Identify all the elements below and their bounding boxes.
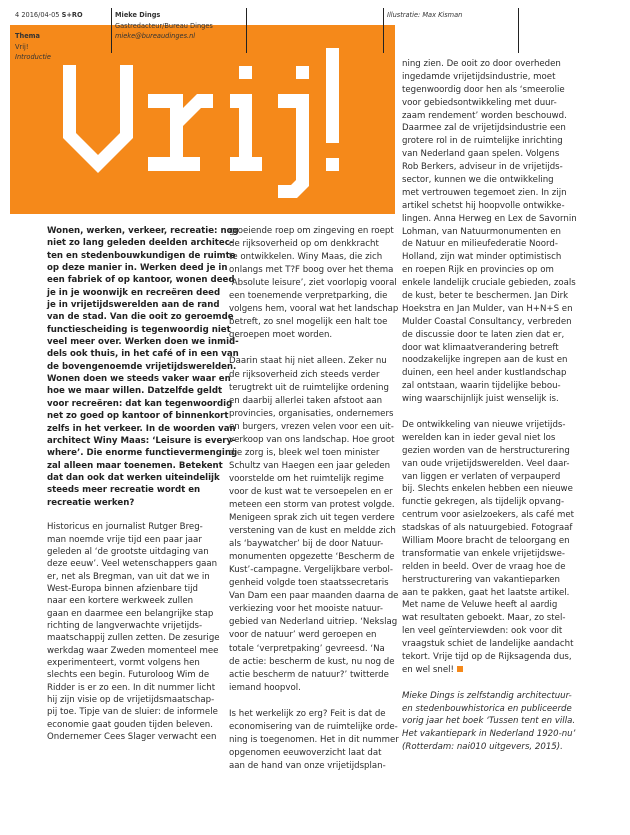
text-line — [402, 110, 577, 123]
text-line-content: Ridder is er zo een. In dit nummer licht — [47, 682, 216, 693]
text-line-content: steeds meer recreatie wordt en — [47, 485, 201, 496]
text-line — [47, 608, 239, 620]
text-line — [402, 316, 577, 329]
text-line-content: voor de natuur’ werd geroepen en — [229, 630, 377, 641]
text-line-content: dels ook thuis, in het café of in een van — [47, 349, 239, 360]
text-line — [402, 574, 577, 587]
text-line-content: een toenemende verpretparking, die — [229, 291, 388, 302]
text-line — [47, 645, 239, 657]
text-line — [47, 571, 239, 583]
text-line-content: net zo goed op kantoor of binnenkort — [47, 411, 229, 422]
text-line — [402, 71, 577, 84]
text-line — [402, 84, 577, 97]
text-line-content: van oude vrijetijdswerelden. Veel daar- — [402, 458, 570, 469]
text-line-content: De ontwikkeling van nieuwe vrijetijds- — [402, 419, 566, 430]
text-line-content: recreatie werken? — [47, 497, 135, 508]
text-line — [402, 303, 577, 316]
text-line-content: totale ‘verpretpaking’ gevreesd. ‘Na — [229, 643, 385, 654]
text-line — [47, 324, 239, 336]
text-line — [229, 682, 399, 695]
text-line-content: Kust’-campagne. Vergelijkbare verbol- — [229, 565, 394, 576]
text-line — [402, 432, 577, 445]
text-line-content: als ‘baywatcher’ bij de door Natuur- — [229, 539, 384, 550]
text-line — [229, 499, 399, 512]
text-line — [47, 583, 239, 595]
text-line-content: van de stad. Van die ooit zo geroemde — [47, 312, 234, 323]
text-line-content: en daarbij allerlei taken afstoot aan — [229, 395, 383, 406]
author-info — [115, 10, 213, 42]
text-line — [229, 447, 399, 460]
text-line — [402, 380, 577, 393]
text-line-content: ning is toegenomen. Het in dit nummer — [229, 734, 399, 745]
issue-number: 2016/04-05 — [21, 11, 60, 19]
author-bio — [402, 690, 577, 754]
text-column-2 — [229, 225, 399, 773]
text-line-content: dat dan ook dat werken uiteindelijk — [47, 472, 220, 483]
text-line-content: pij toe. Tipje van de sluier: de informele — [47, 707, 218, 718]
text-line-content: aan de hand van onze vrijetijdsplan- — [229, 760, 386, 771]
text-line-content: door wat klimaatverandering betreft — [402, 342, 559, 353]
text-line-content: en burgers, vrezen velen voor een uit- — [229, 421, 394, 432]
text-line — [229, 525, 399, 538]
text-line — [402, 458, 577, 471]
text-line — [402, 612, 577, 625]
text-line — [229, 329, 399, 342]
text-line-content: relden in beeld. Over de vraag hoe de — [402, 561, 566, 572]
text-line — [402, 122, 577, 135]
text-line — [47, 447, 239, 459]
text-line — [47, 311, 239, 323]
text-line-content: je in vrijetijdswerelden aan de rand — [47, 300, 220, 311]
text-line-content: verkiezing voor het mooiste natuur- — [229, 604, 383, 615]
text-line — [229, 460, 399, 473]
author-email[interactable]: mieke@bureaudinges.nl — [115, 32, 196, 40]
text-line-content: wing waarschijnlijk juist wenselijk is. — [402, 394, 559, 405]
body-paragraph — [229, 355, 399, 694]
text-line-content: where’. Die enorme functievermenging — [47, 448, 238, 459]
text-line-content: opgenomen eeuwoverzicht laat dat — [229, 747, 382, 758]
text-line — [402, 97, 577, 110]
text-line-content: Lohman, van Natuurmonumenten en — [402, 226, 561, 237]
text-line — [47, 706, 239, 718]
text-line — [47, 336, 239, 348]
text-line — [402, 664, 577, 677]
text-line — [402, 522, 577, 535]
text-line-content: met vertrouwen tegemoet zien. In zijn — [402, 187, 567, 198]
text-line — [229, 512, 399, 525]
text-line — [229, 355, 399, 368]
text-line-content: hij zijn visie op de vrijetijdsmaatschap- — [47, 695, 215, 706]
text-line-content: economie gaat gouden tijden beleven. — [47, 719, 213, 730]
text-line — [47, 484, 239, 496]
author-role: Gastredacteur/Bureau Dinges — [115, 21, 213, 30]
text-line-content: Het vakantiepark in Nederland 1920-nu’ — [402, 729, 576, 740]
text-line — [402, 419, 577, 432]
text-line-content: op deze manier in. Werken deed je in — [47, 263, 228, 274]
header-divider — [246, 8, 247, 53]
text-line — [47, 373, 239, 385]
text-line-content: er, net als Bregman, van uit dat we in — [47, 571, 210, 582]
text-line-content: verstening van de kust en meldde zich — [229, 526, 396, 537]
text-line — [402, 471, 577, 484]
text-line-content: ingedamde vrijetijdsindustrie, moet — [402, 71, 556, 82]
text-line — [402, 690, 577, 703]
text-line — [402, 715, 577, 728]
text-line-content: William Moore bracht de teloorgang en — [402, 535, 570, 546]
text-line-content: verkoop van ons landschap. Hoe groot — [229, 434, 395, 445]
text-line-content: tegenwoordig door hen als ‘smeerolie — [402, 84, 565, 95]
text-line-content: groeiende roep om zingeving en roept — [229, 226, 394, 236]
text-line-content: de actie: bescherm de kust, nu nog de — [229, 656, 395, 667]
text-line — [402, 148, 577, 161]
text-line-content: West-Europa binnen afzienbare tijd — [47, 583, 198, 594]
text-line-content: zal ontstaan, waarin tijdelijke bebou- — [402, 381, 561, 392]
text-line — [229, 408, 399, 421]
text-line-content: (Rotterdam: nai010 uitgevers, 2015). — [402, 742, 563, 753]
text-line-content: functie gekregen, als tijdelijk opvang- — [402, 497, 565, 508]
text-line-content: noodzakelijke ingrepen aan de kust en — [402, 355, 568, 366]
text-line — [402, 741, 577, 754]
text-line — [402, 728, 577, 741]
text-line-content: voorstelde om het ruimtelijk regime — [229, 473, 384, 484]
text-line — [402, 277, 577, 290]
text-line — [402, 238, 577, 251]
text-line-content: zaam rendement’ worden beschouwd. — [402, 110, 567, 121]
body-paragraph — [47, 521, 239, 743]
text-line-content: en roepen Rijk en provincies op om — [402, 265, 554, 276]
text-line-content: die zorg is, bleek wel toen minister — [229, 447, 380, 458]
text-line-content: gezien worden van de herstructurering — [402, 445, 570, 456]
text-line-content: Wonen, werken, verkeer, recreatie: nog — [47, 226, 239, 236]
text-line — [229, 395, 399, 408]
header-divider — [383, 8, 384, 53]
text-line — [402, 174, 577, 187]
text-line — [47, 385, 239, 397]
text-line — [402, 251, 577, 264]
text-line — [229, 486, 399, 499]
text-line — [229, 421, 399, 434]
text-line — [402, 58, 577, 71]
text-line-content: en wel snel! — [402, 664, 454, 675]
text-line — [47, 620, 239, 632]
text-line — [47, 361, 239, 373]
text-line — [47, 460, 239, 472]
text-line-content: volgens hem, vooral wat het landschap — [229, 304, 399, 315]
text-line — [402, 548, 577, 561]
text-line — [402, 483, 577, 496]
text-line — [47, 287, 239, 299]
text-line — [402, 638, 577, 651]
body-paragraph — [229, 708, 399, 773]
text-line — [229, 473, 399, 486]
text-line — [229, 577, 399, 590]
text-line-content: de rijksoverheid op om denkkracht — [229, 239, 379, 250]
text-line — [47, 534, 239, 546]
text-line-content: vraagstuk schiet de landelijke aandacht — [402, 639, 574, 650]
text-line-content: de discussie door te laten zien dat er, — [402, 329, 565, 340]
lead-paragraph — [47, 225, 239, 509]
header-divider — [111, 8, 112, 53]
text-line-content: lingen. Anna Herweg en Lex de Savornin — [402, 213, 577, 224]
text-line — [47, 669, 239, 681]
text-line-content: artikel schetst hij hoopvolle ontwikke- — [402, 200, 565, 211]
text-line-content: functiescheiding is tegenwoordig niet — [47, 324, 231, 335]
text-line — [229, 303, 399, 316]
text-line-content: te ontwikkelen. Winy Maas, die zich — [229, 252, 383, 263]
section-sub: Introductie — [15, 53, 51, 61]
text-line-content: voor de kust wat te versoepelen en er — [229, 486, 393, 497]
text-line-content: werkdag waar Zweden momenteel mee — [47, 645, 219, 656]
text-line — [402, 354, 577, 367]
text-line-content: je in je woonwijk en recreëren deed — [47, 287, 221, 298]
text-line — [402, 213, 577, 226]
text-line — [229, 434, 399, 447]
text-line-content: de rijksoverheid zich steeds verder — [229, 369, 380, 380]
text-line-content: Ondernemer Cees Slager verwacht een — [47, 732, 217, 743]
text-line — [47, 262, 239, 274]
text-line-content: terugtrekt uit de ruimtelijke ordening — [229, 382, 389, 393]
text-line — [402, 703, 577, 716]
text-line-content: ‘Absolute leisure’, ziet voorlopig vooral — [229, 278, 397, 289]
section-info — [15, 31, 51, 63]
text-line — [402, 161, 577, 174]
text-line-content: en stedenbouwhistorica en publiceerde — [402, 703, 572, 714]
text-line-content: Wonen doen we steeds vaker waar en — [47, 374, 231, 385]
text-line-content: de kust, beter te beschermen. Jan Dirk — [402, 291, 569, 302]
text-line — [402, 200, 577, 213]
text-line — [229, 382, 399, 395]
text-column-3 — [402, 58, 577, 754]
text-line-content: Historicus en journalist Rutger Breg- — [47, 522, 203, 533]
text-line-content: Mieke Dings is zelfstandig architectuur- — [402, 690, 572, 701]
text-line — [402, 599, 577, 612]
text-line-content: voor gebiedsontwikkeling met duur- — [402, 97, 557, 108]
text-line-content: betreft, zo snel mogelijk een halt toe — [229, 317, 388, 328]
text-line-content: Hoekstra en Jan Mulder, van H+N+S en — [402, 303, 573, 314]
text-line-content: duinen, een heel ander kustlandschap — [402, 368, 567, 379]
text-line — [229, 277, 399, 290]
text-line — [229, 590, 399, 603]
text-line-content: economisering van de ruimtelijke orde- — [229, 721, 398, 732]
text-line-content: aan te pakken, gaat het laatste artikel. — [402, 587, 570, 598]
text-line — [402, 651, 577, 664]
text-line — [229, 369, 399, 382]
text-line-content: monumenten opgezette ‘Bescherm de — [229, 552, 395, 563]
text-line — [229, 564, 399, 577]
text-line-content: Schultz van Haegen een jaar geleden — [229, 460, 391, 471]
text-line-content: genheid volgde toen staatssecretaris — [229, 578, 389, 589]
text-line-content: een fabriek of op kantoor, wonen deed — [47, 275, 235, 286]
header-divider — [518, 8, 519, 53]
text-line — [47, 657, 239, 669]
text-line-content: veel meer over. Werken doen we inmid- — [47, 337, 239, 348]
text-line-content: richting de langverwachte vrijetijds- — [47, 621, 203, 631]
text-line-content: grotere rol in de ruimtelijke inrichting — [402, 136, 563, 147]
text-line-content: maatschappij zullen zetten. De zesurige — [47, 633, 220, 644]
text-line — [229, 603, 399, 616]
text-line-content: Daarmee zal de vrijetijdsindustrie een — [402, 123, 566, 134]
text-line — [229, 238, 399, 251]
text-line — [47, 694, 239, 706]
text-line — [229, 708, 399, 721]
text-line — [402, 445, 577, 458]
text-line — [47, 719, 239, 731]
text-line — [402, 264, 577, 277]
text-line — [47, 546, 239, 558]
section-theme: Vrij! — [15, 42, 29, 51]
text-line — [402, 290, 577, 303]
text-line-content: ning zien. De ooit zo door overheden — [402, 59, 561, 69]
body-paragraph — [229, 225, 399, 342]
end-mark-icon — [457, 666, 463, 672]
text-line-content: gebied van Nederland uitriep. ‘Nekslag — [229, 617, 398, 628]
text-line — [402, 135, 577, 148]
text-line — [229, 616, 399, 629]
text-line-content: deze eeuw’. Veel wetenschappers gaan — [47, 559, 218, 570]
text-line — [47, 250, 239, 262]
text-line — [402, 561, 577, 574]
text-line — [229, 316, 399, 329]
text-line-content: bij. Slechts enkelen hebben een nieuwe — [402, 484, 573, 495]
text-line — [47, 398, 239, 410]
folio-line — [15, 10, 83, 21]
text-line — [47, 274, 239, 286]
text-line-content: Is het werkelijk zo erg? Feit is dat de — [229, 708, 386, 719]
text-line — [229, 669, 399, 682]
text-line-content: tekort. Vrije tijd op de Rijksagenda dus, — [402, 651, 572, 662]
text-line — [47, 682, 239, 694]
text-line — [47, 410, 239, 422]
text-line — [47, 632, 239, 644]
text-line — [229, 290, 399, 303]
text-line-content: actie bescherm de natuur?’ twitterde — [229, 669, 389, 680]
text-line-content: meteen een storm van protest volgde. — [229, 499, 395, 510]
text-line — [47, 595, 239, 607]
text-line-content: Daarin staat hij niet alleen. Zeker nu — [229, 356, 387, 367]
text-line — [47, 299, 239, 311]
text-line — [47, 731, 239, 743]
text-line-content: de Natuur en milieufederatie Noord- — [402, 239, 558, 250]
text-line — [229, 264, 399, 277]
text-line-content: centrum voor asielzoekers, als café met — [402, 510, 574, 521]
section-label: Thema — [15, 32, 40, 40]
text-line-content: van Nederland gaan spelen. Volgens — [402, 149, 560, 160]
text-line — [229, 760, 399, 773]
text-line — [47, 472, 239, 484]
text-line — [229, 551, 399, 564]
text-line — [402, 535, 577, 548]
text-line-content: onlangs met T?F boog over het thema — [229, 265, 394, 276]
text-line — [47, 521, 239, 533]
text-line-content: de bovengenoemde vrijetijdswerelden. — [47, 361, 237, 372]
text-line-content: man noemde vrije tijd een paar jaar — [47, 534, 202, 545]
text-line — [402, 342, 577, 355]
text-line-content: enkele landelijk cruciale gebieden, zoals — [402, 278, 576, 289]
magazine-name: S+RO — [61, 11, 83, 19]
text-line-content: Holland, zijn wat minder optimistisch — [402, 252, 562, 263]
author-name: Mieke Dings — [115, 11, 161, 19]
body-paragraph — [402, 419, 577, 677]
text-line-content: niet zo lang geleden deelden architec- — [47, 238, 234, 249]
text-line — [47, 497, 239, 509]
text-line — [47, 558, 239, 570]
text-line-content: naar een kortere werkweek zullen — [47, 596, 194, 607]
text-line-content: geleden al ‘de grootste uitdaging van — [47, 546, 209, 557]
text-line — [402, 625, 577, 638]
text-column-1 — [47, 225, 239, 743]
text-line-content: wat resultaten geboekt. Maar, zo stel- — [402, 613, 566, 624]
text-line — [229, 734, 399, 747]
text-line — [47, 225, 239, 237]
text-line — [402, 509, 577, 522]
text-line-content: van liggen er verlaten of verpauperd — [402, 471, 561, 482]
text-line — [402, 329, 577, 342]
text-line — [47, 435, 239, 447]
text-line-content: transformatie van enkele vrijetijdswe- — [402, 548, 565, 559]
text-line-content: provincies, organisaties, ondernemers — [229, 408, 394, 419]
text-line — [229, 721, 399, 734]
body-paragraph — [402, 58, 577, 406]
text-line-content: Menigeen sprak zich uit tegen verdere — [229, 513, 395, 524]
text-line — [402, 587, 577, 600]
text-line-content: slechts een begin. Futuroloog Wim de — [47, 670, 210, 681]
text-line — [402, 226, 577, 239]
text-line — [402, 496, 577, 509]
text-line-content: hoe we maar willen. Datzelfde geldt — [47, 386, 223, 397]
text-line — [229, 251, 399, 264]
text-line-content: zelfs in het verkeer. In de woorden van — [47, 423, 236, 434]
text-line — [402, 367, 577, 380]
text-line — [47, 237, 239, 249]
illustration-credit: Illustratie: Max Kisman — [387, 11, 463, 19]
page-number: 4 — [15, 11, 20, 19]
text-line-content: Mulder Coastal Consultancy, verbreden — [402, 316, 572, 327]
text-line — [229, 629, 399, 642]
text-line-content: architect Winy Maas: ‘Leisure is every- — [47, 435, 236, 446]
text-line-content: gaan en daarmee een belangrijke stap — [47, 608, 214, 619]
text-line — [229, 538, 399, 551]
text-line-content: voor recreëren: dat kan tegenwoordig — [47, 398, 233, 409]
text-line-content: zal alleen maar toenemen. Betekent — [47, 460, 223, 471]
text-line — [229, 225, 399, 238]
text-line-content: iemand hoopvol. — [229, 682, 301, 693]
text-line-content: herstructurering van vakantieparken — [402, 574, 560, 585]
text-line — [402, 393, 577, 406]
text-line — [47, 348, 239, 360]
text-line-content: Rob Berkers, adviseur in de vrijetijds- — [402, 162, 563, 173]
text-line-content: len veel geïnterviewden: ook voor dit — [402, 626, 563, 637]
text-line — [229, 747, 399, 760]
title-banner — [10, 25, 395, 214]
text-line-content: vorig jaar het boek ‘Tussen tent en villa. — [402, 716, 576, 727]
text-line-content: experimenteert, vormt volgens hen — [47, 658, 200, 669]
text-line — [229, 643, 399, 656]
text-line — [47, 423, 239, 435]
text-line-content: werelden kan in ieder geval niet los — [402, 432, 556, 443]
text-line-content: ten en stedenbouwkundigen de ruimte — [47, 250, 236, 261]
text-line-content: geroepen moet worden. — [229, 330, 333, 341]
text-line-content: sector, kunnen we die ontwikkeling — [402, 175, 554, 186]
text-line — [402, 187, 577, 200]
text-line — [229, 656, 399, 669]
text-line-content: Met name de Veluwe heeft al aardig — [402, 600, 558, 611]
text-line-content: stadskas of als natuurgebied. Fotograaf — [402, 523, 573, 534]
text-line-content: Van Dam een paar maanden daarna de — [229, 591, 399, 602]
